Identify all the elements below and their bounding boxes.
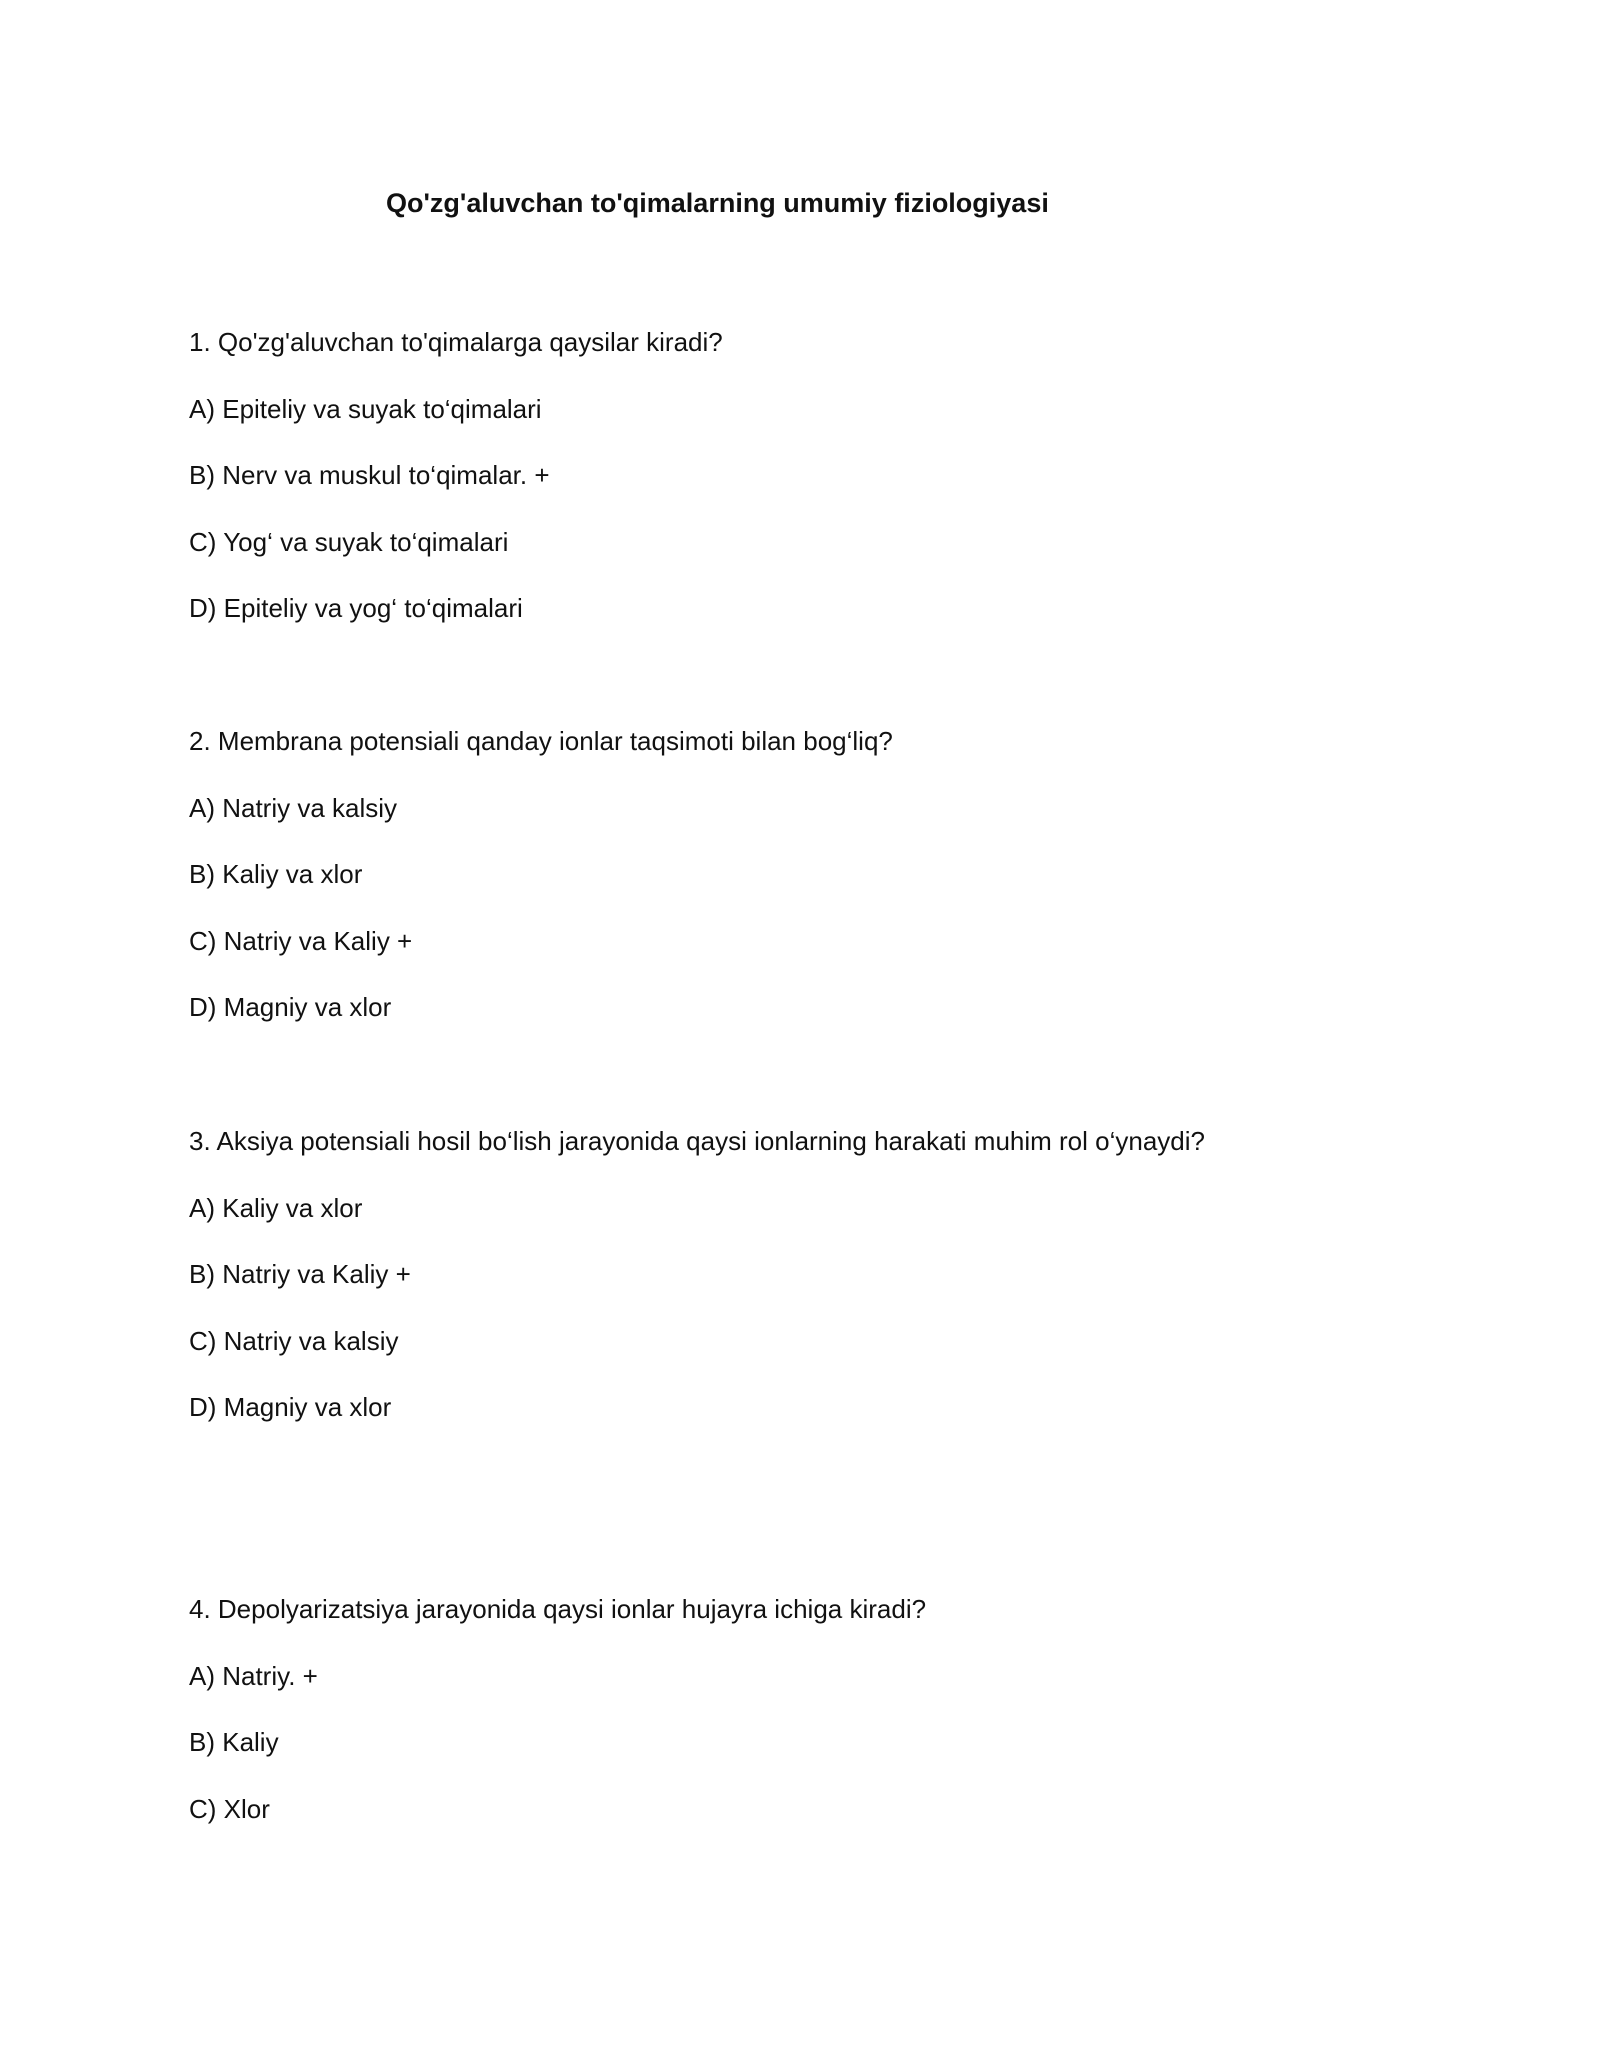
- answer-option-b: B) Kaliy va xlor: [189, 859, 363, 889]
- answer-option-c: C) Yog‘ va suyak to‘qimalari: [189, 526, 509, 557]
- question-block-3: [189, 1126, 1489, 1459]
- answer-option-d: D) Magniy va xlor: [189, 1392, 392, 1422]
- question-text: 1. Qo'zg'aluvchan to'qimalarga qaysilar kiradi?: [189, 327, 723, 357]
- answer-option-b: B) Natriy va Kaliy +: [189, 1259, 411, 1289]
- answer-option-a: A) Kaliy va xlor: [189, 1192, 363, 1223]
- question-text: 4. Depolyarizatsiya jarayonida qaysi ionlar hujayra ichiga kiradi?: [189, 1594, 927, 1624]
- answer-option-a: A) Epiteliy va suyak to‘qimalari: [189, 393, 542, 424]
- answer-option-d: D) Magniy va xlor: [189, 992, 392, 1022]
- answer-option-a: A) Natriy va kalsiy: [189, 792, 398, 823]
- question-block-2: [189, 726, 1489, 1059]
- question-text: 2. Membrana potensiali qanday ionlar taqsimoti bilan bog‘liq?: [189, 726, 893, 756]
- question-block-4: [189, 1594, 1489, 1860]
- answer-option-d: D) Epiteliy va yog‘ to‘qimalari: [189, 593, 523, 623]
- answer-option-b: B) Nerv va muskul to‘qimalar. +: [189, 460, 550, 490]
- answer-option-b: B) Kaliy: [189, 1727, 279, 1757]
- document-title: Qo'zg'aluvchan to'qimalarning umumiy fiziologiyasi: [386, 188, 1049, 218]
- answer-option-c: C) Natriy va kalsiy: [189, 1325, 399, 1356]
- question-text: 3. Aksiya potensiali hosil bo‘lish jarayonida qaysi ionlarning harakati muhim rol o‘ynaydi?: [189, 1126, 1205, 1156]
- answer-option-c: C) Xlor: [189, 1793, 270, 1824]
- answer-option-a: A) Natriy. +: [189, 1660, 318, 1691]
- answer-option-c: C) Natriy va Kaliy +: [189, 925, 413, 956]
- question-block-1: [189, 327, 1489, 660]
